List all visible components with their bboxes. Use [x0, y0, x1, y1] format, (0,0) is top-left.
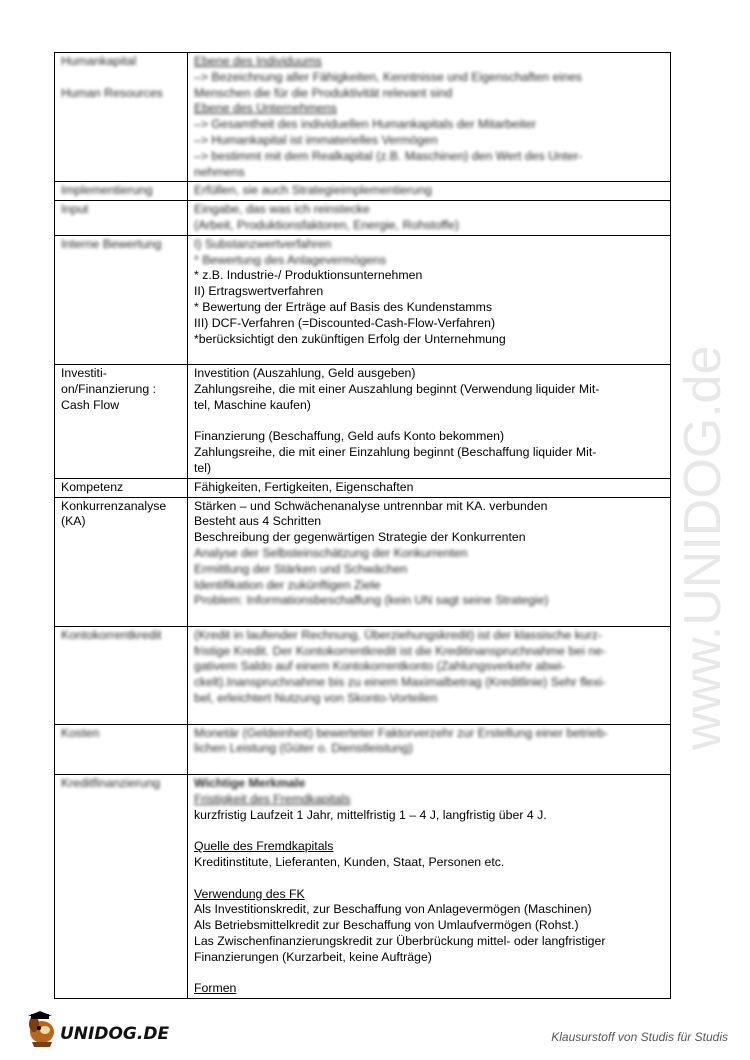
term-cell — [55, 724, 188, 774]
glossary-row — [55, 201, 671, 236]
definition-cell — [188, 724, 671, 774]
term-cell — [55, 201, 188, 236]
term-text: on/Finanzierung : — [61, 381, 157, 396]
definition-line — [194, 414, 666, 430]
glossary-row — [55, 478, 671, 497]
term-text: Implementierung — [61, 183, 153, 198]
term-cell — [55, 497, 188, 626]
definition-line: I) Substanzwertverfahren — [194, 236, 332, 251]
term-text: Kontokorrentkredit — [61, 627, 162, 642]
definition-line: Zahlungsreihe, die mit einer Auszahlung beginnt (Verwendung liquider Mit- — [194, 381, 600, 396]
glossary-row — [55, 626, 671, 724]
definition-line: Kreditinstitute, Lieferanten, Kunden, Staat, Personen etc. — [194, 855, 505, 870]
definition-line: –> Bezeichnung aller Fähigkeiten, Kenntnisse und Eigenschaften eines — [194, 69, 582, 84]
definition-line — [194, 347, 666, 363]
definition-line: Stärken – und Schwächenanalyse untrennbar mit KA. verbunden — [194, 498, 548, 513]
definition-line — [194, 707, 666, 723]
unidog-logo — [22, 1010, 182, 1050]
watermark-text: www.UNIDOG.de — [674, 345, 732, 750]
glossary-row — [55, 724, 671, 774]
definition-cell — [188, 626, 671, 724]
definition-line: kurzfristig Laufzeit 1 Jahr, mittelfristig 1 – 4 J, langfristig über 4 J. — [194, 807, 547, 822]
footer-logo[interactable] — [22, 1010, 182, 1050]
term-cell — [55, 53, 188, 182]
glossary-row — [55, 365, 671, 479]
term-cell — [55, 235, 188, 364]
definition-line: Investition (Auszahlung, Geld ausgeben) — [194, 366, 416, 381]
definition-line: * Bewertung des Anlagevermögens — [194, 252, 387, 267]
definition-line: tel, Maschine kaufen) — [194, 397, 311, 412]
definition-line: –> Humankapital ist immaterielles Vermögen — [194, 132, 438, 147]
definition-line: Verwendung des FK — [194, 886, 305, 901]
term-text: Interne Bewertung — [61, 236, 162, 251]
definition-line: (Kredit in laufender Rechnung, Überziehungskredit) ist der klassische kurz- — [194, 627, 603, 642]
definition-line: Fristigkeit des Fremdkapitals — [194, 791, 351, 806]
definition-line: fristige Kredit. Der Kontokorrentkredit ist die Kreditinanspruchnahme bei ne- — [194, 643, 607, 658]
logo-text: UNIDOG.DE — [60, 1024, 170, 1044]
definition-line: III) DCF-Verfahren (=Discounted-Cash-Flow-Verfahren) — [194, 315, 496, 330]
definition-line: Monetär (Geldeinheit) bewerteter Faktorverzehr zur Erstellung einer betrieb- — [194, 725, 609, 740]
definition-line: Ebene des Unternehmens — [194, 101, 337, 116]
term-cell — [55, 626, 188, 724]
definition-cell — [188, 478, 671, 497]
definition-line — [194, 823, 666, 839]
term-text: Kreditfinanzierung — [61, 776, 161, 791]
definition-line: (Arbeit, Produktionsfaktoren, Energie, Rohstoffe) — [194, 217, 459, 232]
definition-cell — [188, 365, 671, 479]
term-text: Konkurrenzanalyse — [61, 498, 167, 513]
definition-line: II) Ertragswertverfahren — [194, 284, 324, 299]
definition-line — [194, 871, 666, 887]
definition-line: Menschen die für die Produktivität relevant sind — [194, 85, 453, 100]
term-text: Human Resources — [61, 85, 163, 100]
term-cell — [55, 182, 188, 201]
definition-line: Fähigkeiten, Fertigkeiten, Eigenschaften — [194, 479, 414, 494]
definition-cell — [188, 53, 671, 182]
definition-line — [194, 757, 666, 773]
term-text — [61, 70, 183, 86]
definition-line: Als Investitionskredit, zur Beschaffung von Anlagevermögen (Maschinen) — [194, 902, 592, 917]
definition-line: ckelt).Inanspruchnahme bis zu einem Maximalbetrag (Kreditlinie) Sehr flexi- — [194, 675, 607, 690]
definition-line: Las Zwischenfinanzierungskredit zur Überbrückung mittel- oder langfristiger — [194, 934, 606, 949]
definition-line: Wichtige Merkmale — [194, 776, 306, 791]
definition-cell — [188, 235, 671, 364]
definition-line: Zahlungsreihe, die mit einer Einzahlung beginnt (Beschaffung liquider Mit- — [194, 445, 597, 460]
footer-tagline: Klausurstoff von Studis für Studis — [551, 1030, 728, 1044]
definition-line: Quelle des Fremdkapitals — [194, 839, 334, 854]
definition-line: Ebene des Individuums — [194, 54, 322, 68]
definition-line: –> Gesamtheit des individuellen Humankapitals der Mitarbeiter — [194, 117, 537, 132]
glossary-row — [55, 497, 671, 626]
term-text: Investiti- — [61, 366, 107, 381]
definition-line: Problem: Informationsbeschaffung (kein UN sagt seine Strategie) — [194, 593, 549, 608]
definition-line: –> bestimmt mit dem Realkapital (z.B. Maschinen) den Wert des Unter- — [194, 148, 583, 163]
definition-line: Erfüllen, sie auch Strategieimplementierung — [194, 183, 432, 198]
definition-cell — [188, 182, 671, 201]
definition-line: Besteht aus 4 Schritten — [194, 514, 322, 529]
term-cell — [55, 365, 188, 479]
definition-line: * z.B. Industrie-/ Produktionsunternehmen — [194, 268, 423, 283]
definition-line: Finanzierung (Beschaffung, Geld aufs Konto bekommen) — [194, 429, 505, 444]
term-text: Input — [61, 202, 89, 217]
definition-line: * Bewertung der Erträge auf Basis des Kundenstamms — [194, 299, 493, 314]
glossary-row — [55, 182, 671, 201]
term-text: Kosten — [61, 725, 100, 740]
definition-line: bel, erleichtert Nutzung von Skonto-Vorteilen — [194, 691, 438, 706]
definition-line: Beschreibung der gegenwärtigen Strategie der Konkurrenten — [194, 530, 526, 545]
definition-line: tel) — [194, 460, 212, 475]
term-text: Humankapital — [61, 54, 137, 68]
glossary-row — [55, 775, 671, 999]
definition-cell — [188, 497, 671, 626]
term-text: Kompetenz — [61, 479, 124, 494]
definition-line: *berücksichtigt den zukünftigen Erfolg der Unternehmung — [194, 331, 506, 346]
glossary-table — [54, 52, 671, 999]
glossary-row — [55, 235, 671, 364]
definition-line — [194, 966, 666, 982]
term-cell — [55, 775, 188, 999]
glossary-row — [55, 53, 671, 182]
definition-line: Ermittlung der Stärken und Schwächen — [194, 561, 408, 576]
definition-line: Eingabe, das was ich reinstecke — [194, 202, 370, 217]
definition-cell — [188, 201, 671, 236]
definition-line: Als Betriebsmittelkredit zur Beschaffung von Umlaufvermögen (Rohst.) — [194, 918, 579, 933]
definition-line: gativem Saldo auf einem Kontokorrentkonto (Zahlungsverkehr abwi- — [194, 659, 566, 674]
definition-line: Identifikation der zukünftigen Ziele — [194, 577, 381, 592]
definition-line: Formen — [194, 981, 237, 996]
definition-line: nehmens — [194, 164, 245, 179]
definition-cell — [188, 775, 671, 999]
definition-line: Finanzierungen (Kurzarbeit, keine Aufträge) — [194, 949, 432, 964]
term-text: (KA) — [61, 514, 86, 529]
definition-line — [194, 609, 666, 625]
definition-line: lichen Leistung (Güter o. Dienstleistung) — [194, 741, 413, 756]
term-cell — [55, 478, 188, 497]
term-text: Cash Flow — [61, 397, 120, 412]
definition-line: Analyse der Selbsteinschätzung der Konkurrenten — [194, 545, 468, 560]
dog-mascot-icon — [28, 1011, 54, 1047]
